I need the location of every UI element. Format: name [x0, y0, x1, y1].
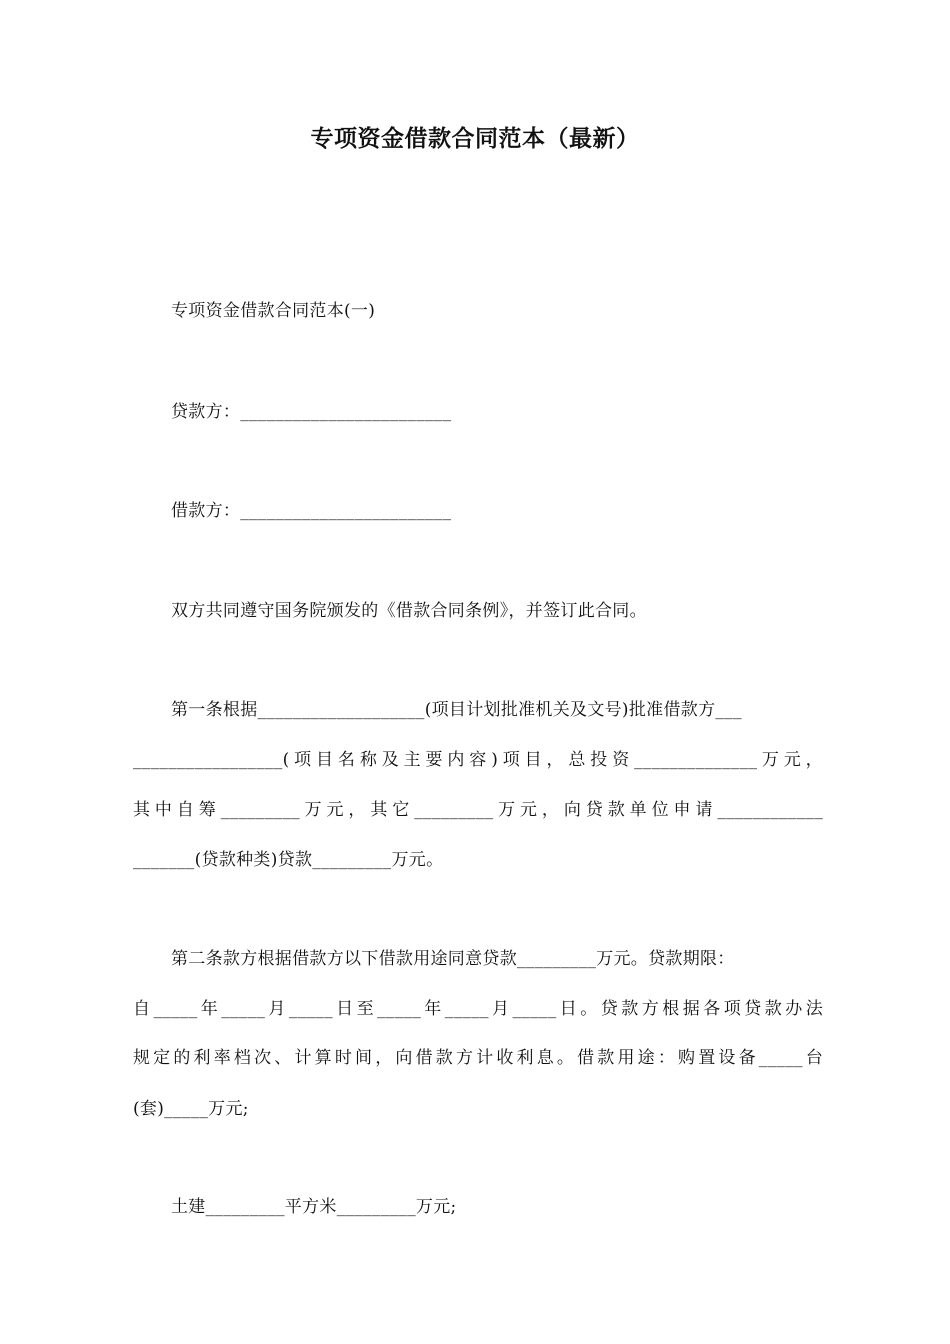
article-2-line-2: 自_____年_____月_____日至_____年_____月_____日。贷款方根据各项贷款办法 [133, 999, 823, 1019]
section-heading: 专项资金借款合同范本(一) [171, 301, 376, 321]
article-2-line-1: 第二条款方根据借款方以下借款用途同意贷款_________万元。贷款期限： [171, 949, 735, 969]
article-1-line-3: 其中自筹_________万元，其它_________万元，向贷款单位申请____________ [133, 800, 823, 820]
article-1-line-2: _________________(项目名称及主要内容)项目，总投资______________万元， [133, 750, 823, 770]
lender-line: 贷款方：________________________ [171, 402, 452, 422]
preamble-paragraph: 双方共同遵守国务院颁发的《借款合同条例》，并签订此合同。 [171, 601, 647, 621]
document-title: 专项资金借款合同范本（最新） [310, 126, 640, 152]
article-1-line-4: _______(贷款种类)贷款_________万元。 [133, 850, 444, 870]
borrower-line: 借款方：________________________ [171, 501, 452, 521]
article-2-line-4: (套)_____万元; [133, 1099, 249, 1119]
article-1-line-1: 第一条根据___________________(项目计划批准机关及文号)批准借款方___ [171, 700, 742, 720]
article-2-line-3: 规定的利率档次、计算时间，向借款方计收利息。借款用途：购置设备_____台 [133, 1048, 823, 1068]
construction-line: 土建_________平方米_________万元; [171, 1197, 457, 1217]
